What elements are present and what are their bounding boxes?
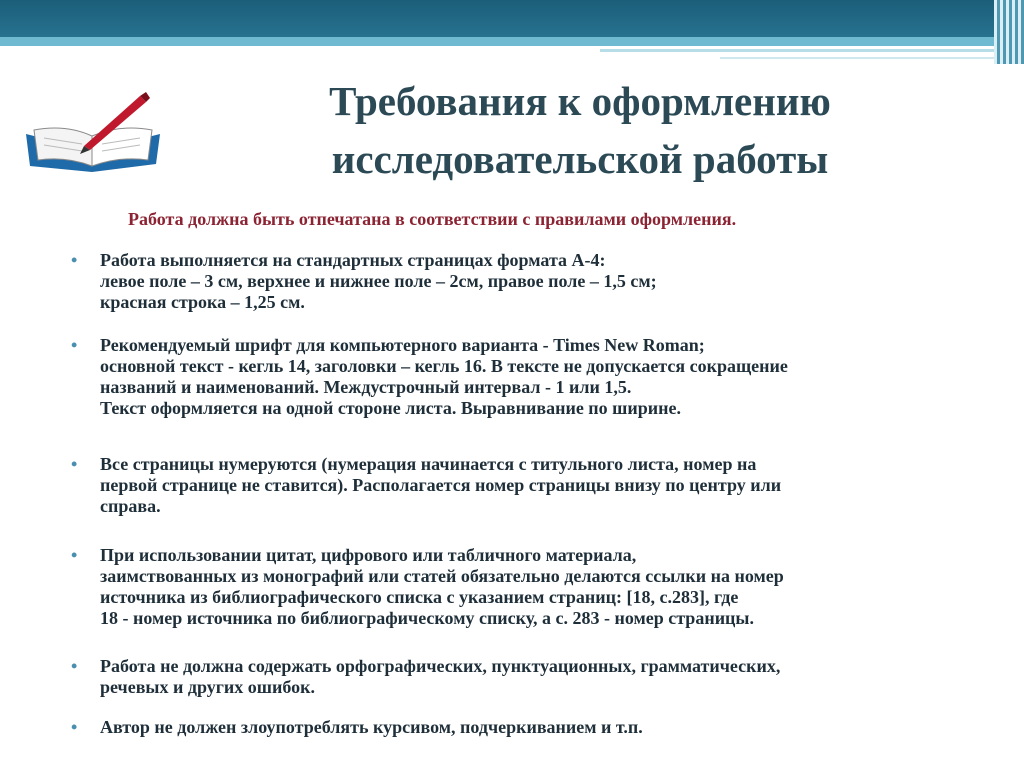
page-title [190, 72, 970, 188]
list-item [71, 717, 1000, 738]
list-item-line: Текст оформляется на одной стороне листа. Выравнивание по ширине. [100, 398, 681, 418]
list-item-line: Все страницы нумеруются (нумерация начинается с титульного листа, номер на [100, 454, 757, 474]
list-item [71, 250, 1000, 313]
list-item [71, 335, 1000, 419]
list-item-line: основной текст - кегль 14, заголовки – кегль 16. В тексте не допускается сокращение [100, 356, 788, 376]
bullet-icon: • [71, 717, 78, 737]
bullet-icon: • [71, 335, 78, 355]
list-item [71, 545, 1000, 629]
list-item-line: источника из библиографического списка с указанием страниц: [18, с.283], где [100, 587, 739, 607]
intro-text: Работа должна быть отпечатана в соответствии с правилами оформления. [128, 209, 737, 229]
list-item-line: речевых и других ошибок. [100, 677, 315, 697]
list-item-line: Рекомендуемый шрифт для компьютерного варианта - Times New Roman; [100, 335, 705, 355]
list-item-line: левое поле – 3 см, верхнее и нижнее поле – 2см, правое поле – 1,5 см; [100, 271, 657, 291]
list-item-line: Работа не должна содержать орфографических, пунктуационных, грамматических, [100, 656, 781, 676]
header-accent-line [600, 49, 995, 52]
list-item [71, 454, 1000, 517]
list-item-line: При использовании цитат, цифрового или табличного материала, [100, 545, 637, 565]
bullet-icon: • [71, 454, 78, 474]
list-item-line: Работа выполняется на стандартных страницах формата А-4: [100, 250, 606, 270]
header-accent-line-2 [720, 57, 995, 59]
bullet-icon: • [71, 545, 78, 565]
open-book-icon [22, 90, 164, 180]
bullet-icon: • [71, 656, 78, 676]
list-item [71, 656, 1000, 698]
list-item-line: красная строка – 1,25 см. [100, 292, 305, 312]
list-item-line: первой странице не ставится). Располагается номер страницы внизу по центру или [100, 475, 782, 495]
list-item-line: справа. [100, 496, 161, 516]
header-band-light [0, 37, 1024, 46]
list-item-line: Автор не должен злоупотреблять курсивом, подчеркиванием и т.п. [100, 717, 643, 737]
page-title-line-1: Требования к оформлению [329, 78, 831, 124]
header-stripes [994, 0, 1024, 64]
header-band-dark [0, 0, 1024, 37]
page-title-line-2: исследовательской работы [331, 136, 829, 182]
bullet-icon: • [71, 250, 78, 270]
list-item-line: заимствованных из монографий или статей обязательно делаются ссылки на номер [100, 566, 784, 586]
list-item-line: 18 - номер источника по библиографическому списку, а с. 283 - номер страницы. [100, 608, 754, 628]
list-item-line: названий и наименований. Междустрочный интервал - 1 или 1,5. [100, 377, 632, 397]
